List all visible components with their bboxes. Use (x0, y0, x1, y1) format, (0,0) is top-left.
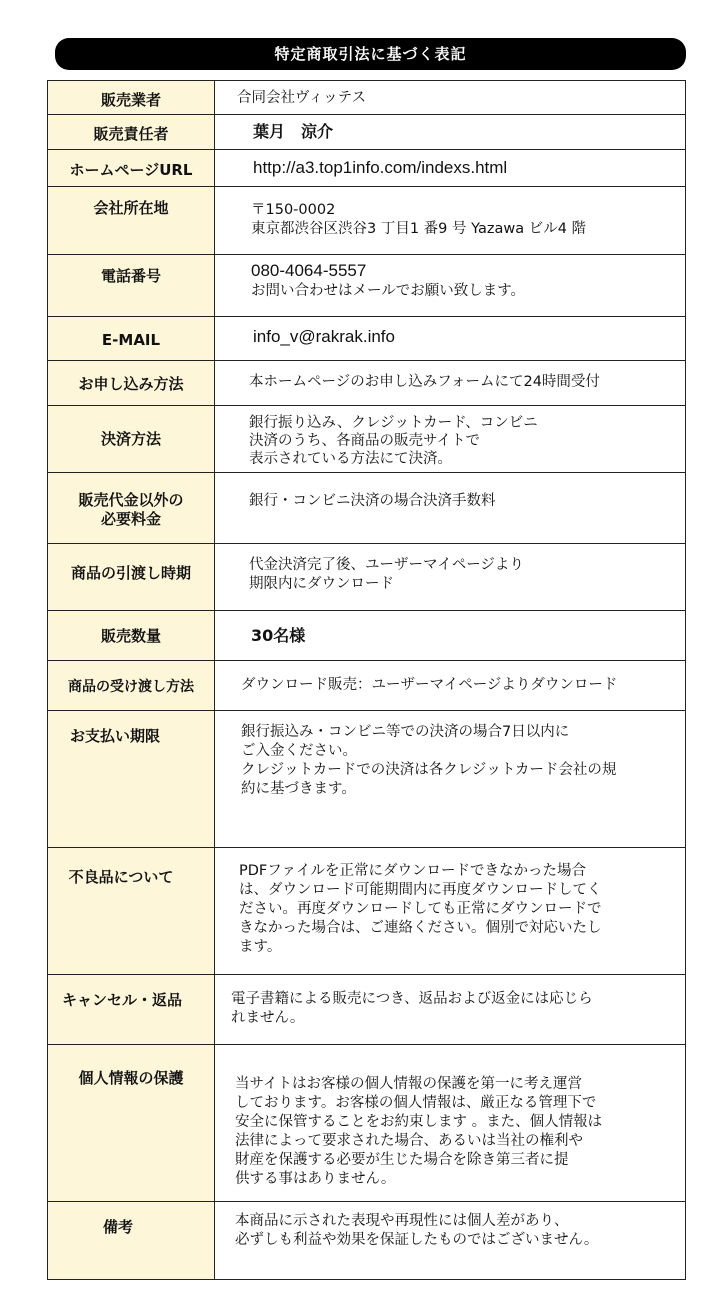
row-label (48, 255, 215, 317)
label-text: 販売業者 (100, 91, 161, 109)
table-row (48, 255, 686, 317)
row-value (215, 406, 686, 473)
value-text: ダウンロード販売：ユーザーマイページよりダウンロード (241, 677, 618, 693)
label-text: E-MAIL (101, 331, 161, 349)
row-value (215, 317, 686, 361)
value-text: 代金決済完了後、ユーザーマイページより 期限内にダウンロード (249, 557, 524, 592)
table-row (48, 1202, 686, 1280)
row-label (48, 406, 215, 473)
row-label (48, 1202, 215, 1280)
label-text: 販売数量 (100, 627, 161, 645)
homepage-url: http://a3.top1info.com/indexs.html (253, 158, 508, 177)
table-row (48, 1045, 686, 1202)
table-row (48, 115, 686, 150)
row-value (215, 544, 686, 611)
row-label (48, 661, 215, 711)
value-text: 本ホームページのお申し込みフォームにて24時間受付 (249, 374, 600, 390)
label-text: 決済方法 (100, 430, 161, 448)
label-text: 商品の受け渡し方法 (68, 679, 194, 695)
table-row (48, 406, 686, 473)
value-text: 電子書籍による販売につき、返品および返金には応じら れません。 (231, 991, 593, 1026)
row-value (215, 848, 686, 975)
row-label (48, 711, 215, 848)
row-label (48, 115, 215, 150)
row-label (48, 848, 215, 975)
row-label (48, 317, 215, 361)
value-text: 銀行振り込み、クレジットカード、コンビニ 決済のうち、各商品の販売サイトで 表示されている方法にて決済。 (249, 415, 538, 467)
table-row (48, 975, 686, 1045)
label-text: 会社所在地 (93, 199, 169, 217)
row-value (215, 1202, 686, 1280)
value-text: PDFファイルを正常にダウンロードできなかった場合 は、ダウンロード可能期間内に再度ダウンロードしてく ださい。再度ダウンロードしても正常にダウンロードで きなかった場合は、ご連絡ください。個別で対応いたし ます。 (239, 863, 602, 955)
table-row (48, 848, 686, 975)
row-label (48, 150, 215, 187)
label-text: 電話番号 (100, 267, 161, 285)
table-row (48, 317, 686, 361)
value-text: 当サイトはお客様の個人情報の保護を第一に考え運営 しております。お客様の個人情報は、厳正なる管理下で 安全に保管することをお約束します 。また、個人情報は 法律によって要求された場合、あるいは当社の権利や 財産を保護する必要が生じた場合を除き第三者に提 供する事はありません。 (235, 1076, 603, 1187)
row-label (48, 1045, 215, 1202)
value-text: 葉月 涼介 (253, 122, 334, 141)
row-value (215, 187, 686, 255)
label-text: キャンセル・返品 (61, 991, 182, 1009)
row-value (215, 661, 686, 711)
table-row (48, 473, 686, 544)
row-value (215, 115, 686, 150)
row-value (215, 150, 686, 187)
row-value (215, 611, 686, 661)
table-row (48, 187, 686, 255)
table-row (48, 711, 686, 848)
value-text: 30名様 (251, 626, 306, 645)
label-text: 個人情報の保護 (78, 1069, 184, 1087)
label-text: お申し込み方法 (78, 375, 184, 393)
table-row (48, 81, 686, 115)
value-text: 本商品に示された表現や再現性には個人差があり、 必ずしも利益や効果を保証したものではございません。 (235, 1213, 599, 1248)
row-value (215, 473, 686, 544)
table-row (48, 661, 686, 711)
row-value (215, 1045, 686, 1202)
row-value (215, 81, 686, 115)
row-label (48, 361, 215, 406)
row-value (215, 975, 686, 1045)
email-address: info_v@rakrak.info (253, 327, 395, 346)
value-text: お問い合わせはメールでお願い致します。 (251, 283, 526, 299)
label-text: 不良品について (68, 868, 174, 886)
row-value (215, 255, 686, 317)
label-text: お支払い期限 (69, 727, 160, 745)
value-text: 銀行・コンビニ決済の場合決済手数料 (249, 493, 496, 509)
label-text: 販売代金以外の 必要料金 (78, 491, 184, 528)
table-row (48, 611, 686, 661)
row-label (48, 611, 215, 661)
table-row (48, 361, 686, 406)
row-label (48, 544, 215, 611)
legal-notice-table (47, 80, 686, 1280)
value-text: 銀行振込み・コンビニ等での決済の場合7日以内に ご入金ください。 クレジットカードでの決済は各クレジットカード会社の規 約に基づきます。 (241, 724, 617, 797)
row-label (48, 187, 215, 255)
label-text: 販売責任者 (93, 125, 169, 143)
table-row (48, 544, 686, 611)
label-text: 備考 (102, 1218, 133, 1236)
page-title: 特定商取引法に基づく表記 (55, 38, 686, 70)
phone-number: 080-4064-5557 (251, 261, 367, 280)
row-label (48, 975, 215, 1045)
label-text: 商品の引渡し時期 (70, 564, 191, 582)
table-row (48, 150, 686, 187)
row-label (48, 81, 215, 115)
row-value (215, 361, 686, 406)
row-value (215, 711, 686, 848)
address-text: 〒150-0002 東京都渋谷区渋谷3 丁目1 番9 号 Yazawa ビル4 階 (251, 202, 587, 237)
label-text: ホームページURL (69, 161, 193, 179)
row-label (48, 473, 215, 544)
value-text: 合同会社ヴィッテス (237, 90, 367, 106)
